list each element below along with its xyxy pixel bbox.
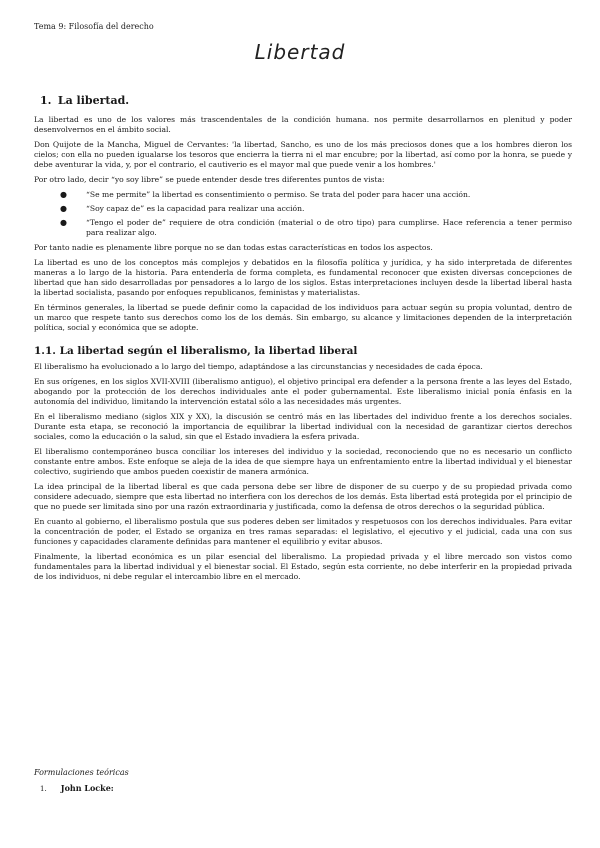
paragraph: En sus orígenes, en los siglos XVII-XVIII (liberalismo antiguo), el objetivo principal era defender a la persona frente a las leyes del Estado, abogando por la protección de los derechos individuales ante el poder gubernamental. Este liberalismo inicial ponía énfasis en la autonomía del individuo, limitando la intervención estatal sólo a las necesidades más urgentes. [34,377,572,406]
formulaciones-section [34,768,572,793]
bullet-icon: ● [60,190,67,199]
document-body [34,88,572,587]
section-title: La libertad. [57,94,130,107]
bullet-item: ● “Se me permite” la libertad es consentimiento o permiso. Se trata del poder para hacer una acción. [60,190,471,199]
paragraph: La libertad es uno de los valores más trascendentales de la condición humana. nos permite desarrollarnos en plenitud y poder desenvolvernos en el ámbito social. [34,115,572,134]
bullet-item: ● “Tengo el poder de” requiere de otra condición (material o de otro tipo) para cumplirse. Hace referencia a tener permiso para realizar algo. [60,218,572,237]
paragraph: La libertad es uno de los conceptos más complejos y debatidos en la filosofía política y jurídica, y ha sido interpretada de diferentes maneras a lo largo de la historia. Para entenderla de forma completa, es fundamental reconocer que existen diversas concepciones de libertad que han sido desarrolladas por pensadores a lo largo de los siglos. Estas interpretaciones incluyen desde la libertad liberal hasta la libertad socialista, pasando por enfoques republicanos, feministas y materialistas. [34,258,572,297]
bullet-item: ● “Soy capaz de” es la capacidad para realizar una acción. [60,204,305,213]
quote-paragraph: Don Quijote de la Mancha, Miguel de Cervantes: 'la libertad, Sancho, es uno de los más preciosos dones que a los hombres dieron los cielos; con ella no pueden igualarse los tesoros que encierra la tierra ni el mar encubre; por la libertad, así como por la honra, se puede y debe aventurar la vida, y, por el contrario, el cautiverio es el mayor mal que puede venir a los hombres.' [34,140,572,169]
subsection-heading: 1.1. La libertad según el liberalismo, la libertad liberal [34,345,358,357]
formulaciones-list [34,783,572,793]
list-number: 1. [40,785,47,793]
paragraph: El liberalismo contemporáneo busca conciliar los intereses del individuo y la sociedad, reconociendo que no es necesario un conflicto constante entre ambos. Este enfoque se aleja de la idea de que siempre haya un enfrentamiento entre la libertad individual y el bienestar colectivo, sugiriendo que ambos pueden coexistir de manera armónica. [34,447,572,476]
section-heading-1 [40,94,572,107]
paragraph: El liberalismo ha evolucionado a lo largo del tiempo, adaptándose a las circunstancias y necesidades de cada época. [34,362,483,371]
paragraph: Por tanto nadie es plenamente libre porque no se dan todas estas características en todos los aspectos. [34,243,433,252]
running-header: Tema 9: Filosofía del derecho [34,22,154,31]
paragraph: La idea principal de la libertad liberal es que cada persona debe ser libre de disponer de su cuerpo y de su propiedad privada como considere adecuado, siempre que esta libertad no interfiera con los derechos de los demás. Esta libertad está protegida por el principio de que no puede ser limitada sino por una razón extraordinaria y justificada, como la defensa de otros derechos o la seguridad pública. [34,482,572,511]
paragraph: En cuanto al gobierno, el liberalismo postula que sus poderes deben ser limitados y respetuosos con los derechos individuales. Para evitar la concentración de poder, el Estado se organiza en tres ramas separadas: el legislativo, el ejecutivo y el judicial, cada una con sus funciones y capacidades claramente definidas para mantener el equilibrio y evitar abusos. [34,517,572,546]
paragraph: En el liberalismo mediano (siglos XIX y XX), la discusión se centró más en las libertades del individuo frente a los derechos sociales. Durante esta etapa, se reconoció la importancia de equilibrar la libertad individual con la necesidad de garantizar ciertos derechos sociales, como la educación o la salud, sin que el Estado invadiera la esfera privada. [34,412,572,441]
bullet-list [34,190,572,238]
document-title: Libertad [254,40,346,64]
bullet-icon: ● [60,218,67,227]
section-number: 1. [40,94,52,107]
list-label: John Locke: [60,783,114,793]
paragraph: En términos generales, la libertad se puede definir como la capacidad de los individuos para actuar según su propia voluntad, dentro de un marco que respete tanto sus derechos como los de los demás. Sin embargo, su alcance y limitaciones dependen de la interpretación política, social y económica que se adopte. [34,303,572,332]
list-item [34,783,572,793]
paragraph: Finalmente, la libertad económica es un pilar esencial del liberalismo. La propiedad privada y el libre mercado son vistos como fundamentales para la libertad individual y el bienestar social. El Estado, según esta corriente, no debe interferir en la propiedad privada de los individuos, ni debe regular el intercambio libre en el mercado. [34,552,572,581]
formulaciones-title: Formulaciones teóricas [34,768,129,777]
paragraph: Por otro lado, decir “yo soy libre” se puede entender desde tres diferentes puntos de vista: [34,175,385,184]
bullet-icon: ● [60,204,67,213]
